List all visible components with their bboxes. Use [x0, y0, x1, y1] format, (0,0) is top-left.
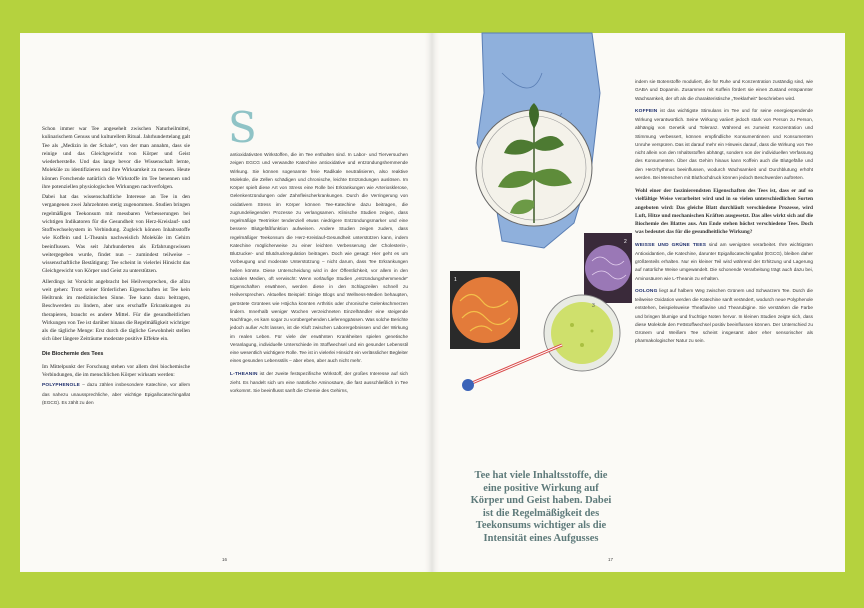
paragraph	[635, 107, 813, 182]
paragraph: Im Mittelpunkt der Forschung stehen vor allem drei biochemische Verbindungen, die im menschlichen Körper wirksam werden:	[42, 363, 190, 378]
left-column-2	[230, 151, 408, 397]
page-number: 16	[222, 557, 228, 562]
paragraph: Schon immer war Tee angesehelt zwischen Naturheilmittel, kulinarischem Genuss und kulturellem Ritual. Jahrhundertelang galt Tee als „Medizin in der Schale“, von der man annahm, dass sie reinige und das Gleichgewicht von Körper und Geist wiederherstelle. Und das lange bevor die Wissenschaft lernte, Moleküle zu identifizieren und ihre Wirksamkeit zu messen. Heute können Forschende natürlich die Wirkstoffe im Tee benennen und ihre potenziellen physiologischen Wirkungen nachverfolgen.	[42, 126, 190, 190]
term-l-theanin: L-THEANIN	[230, 371, 258, 377]
sample-label: 2	[624, 239, 627, 245]
left-page	[20, 33, 432, 572]
pipette-icon	[462, 345, 562, 391]
term-weisse-gruene-tees: WEISSE UND GRÜNE TEES	[635, 242, 707, 248]
right-column	[635, 78, 813, 348]
pull-quote: Tee hat viele Inhaltsstoffe, die eine positive Wirkung auf Körper und Geist haben. Dabei ist die Regelmäßigkeit des Teekonsums wichtiger als die Intensität eines Aufgusses	[470, 470, 612, 544]
paragraph: Allerdings ist Vorsicht angebracht bei Heilversprechen, die allzu weit gehen: Trotz seiner förderlichen Eigenschaften ist Tee kein Heiltrunk im medizinischen Sinne. Tee kann dazu beitragen, Beschwerden zu lindern, aber uns erschaffe Erkrankungen zu therapieren, braucht es andere Mittel. Für die gesundheitlichen Wirkungen von Tee ist darüber hinaus die Regelmäßigkeit wichtiger als die tägliche Menge: Erst durch die tägliche Gewohnheit stellen sich über längere Zeiträume moderate positive Effekte ein.	[42, 278, 190, 343]
paragraph: antioxidativsten Wirkstoffen, die im Tee enthalten sind. In Labor- und Tierversuchen zeigen EGCG und verwandte Katechine antioxidative und entzündungshemmende Wirkung. Sie können sogenannte freie Radikale neutralisieren, also reaktive Moleküle, die Zellen schädigen und chronische, leichte Entzündungen auslösen. Im Körper spielt diese Art von Stress eine Rolle bei Erkrankungen wie Arteriosklerose, Gelenkentzündungen oder Zahnfleischerkrankungen. Durch die Verringerung von oxidativem Stress im Körper können Tee-Katechine dazu beitragen, die zugrundeliegenden Prozesse zu verlangsamen. Klinische Studien zeigen, dass regelmäßige Teetrinker tendenziell etwas niedrigere Entzündungsmarker und eine bessere Blutgefäßfunktion aufweisen. Andere Studien zeigen zudem, dass regelmäßiger Teekonsum die Herz-Kreislauf-Gesundheit unterstützen kann, indem Katechine möglicherweise zu einer leichten Verbesserung der Cholesterin-, Blutzucker- und Blutdruckregulation beitragen. Doch wie gesagt: Hier geht es um Vorbeugung und moderate Unterstützung – nicht darum, dass Tee Erkrankungen heilen könnte. Diese Unterscheidung wird in der Öffentlichkeit, vor allem in den sozialen Medien, oft verwischt: Wenn vorläufige Studien „entzündungshemmende“ Eigenschaften erwähnen, werden diese in den Schlagzeilen schnell zu Heilversprechen. Aktuelles Beispiel: Einige Blogs und Wellness-Medien behaupten, geröstete Grüntees wie Hōjicha könnten Arthritis oder chronische Gelenkschmerzen lindern. Innerhalb weniger Wochen verzeichneten Einzelhändler eine steigende Nachfrage, es kam sogar zu vorübergehenden Lieferengpässen. Was solche Berichte jedoch außer Acht lassen, ist die Kluft zwischen Laborergebnissen und der Wirkung im realen Leben. Für viele der erwähnten Krankheiten spielen genetische Veranlagung, individuelle Unterschiede im Stoffwechsel und ein gesunder Lebensstil eine wesentlich wichtigere Rolle. Tee ist in vielerlei Hinsicht ein verlässlicher Begleiter eines gesunden Lebensstils – aber eben, aber auch nicht mehr.	[230, 152, 408, 364]
microscope-sample-1	[450, 271, 520, 349]
section-heading: Die Biochemie des Tees	[42, 350, 104, 357]
paragraph	[230, 370, 408, 396]
paragraph	[635, 287, 813, 346]
term-polyphenole: POLYPHENOLE	[42, 383, 81, 389]
term-text: ist das wichtigste Stimulans im Tee und für seine energiespendende Wirkung verantwortlich. Seine Wirkung variiert jedoch stark von Person zu Person, abhängig von Genetik und Toleranz. Während es zumeist Konzentration und Stimmung verbessert, können empfindliche Konsumentinnen und Konsumenten Unruhe verspüren. Das ist darauf mehr ein Hinweis darauf, dass die Wirkung von Tee nicht allein von den Inhaltsstoffen abhängt, sondern von der individuellen Verfassung des Konsumenten. Über das Gehirn hinaus kann Koffein auch die Blutgefäße und den Herzrhythmus beeinflussen, wodurch Wachsamkeit und Durchblutung erhöht werden. Bei Menschen mit Bluthochdruck können jedoch Beschwerden auftreten.	[635, 107, 813, 180]
paragraph: Wohl einer der faszinierendsten Eigenschaften des Tees ist, dass er auf so vielfältige Weise verarbeitet wird und in so vielen unterschiedlichen Sorten angeboten wird: Das gleiche Blatt durchläuft verschiedene Prozesse, wird Luft, Hitze und mechanischen Kräften ausgesetzt. Das alles wirkt sich auf die Biochemie des Blattes aus. Am Ende stehen höchst verschiedene Tees. Doch was bedeutet das für die gesundheitliche Wirkung?	[635, 188, 813, 236]
page-number: 17	[608, 557, 614, 562]
sample-label: 3	[592, 303, 595, 309]
term-oolong: OOLONG	[635, 288, 658, 294]
term-text: liegt auf halbem Weg zwischen Grünem und Schwarzem Tee. Durch die teilweise Oxidation werden die Katechine sanft verändert, wodurch neue Polyphenole entstehen, beispielsweise Theaflavine und Thearubigine. Sie verstärken die Farbe und bringen blumige und fruchtige Noten hervor. In kleinen Studien zeigte sich, dass diese Moleküle den Fettstoffwechsel positiv beeinflussen können. Der Unterschied zu Grünem und Weißem Tee scheint insgesamt aber eher sensorischer als pharmakologischer Natur zu sein.	[635, 287, 813, 344]
term-text: sind am wenigsten verarbeitet. Ihre wichtigsten Antioxidantien, die Katechine, darunter Epigallocatechingallat (EGCG), bleiben daher größtenteils erhalten. Nur ein kleiner Teil wird während der Erhitzung und Lagerung auf natürliche Weise umgewandelt. Die schonende Verarbeitung trägt auch dazu bei, Aminosäuren wie L-Theanin zu erhalten.	[635, 241, 813, 281]
term-koffein: KOFFEIN	[635, 108, 658, 114]
petri-dish-sample-3	[544, 295, 620, 371]
paragraph: Dabei hat das wissenschaftliche Interesse an Tee in den vergangenen zwei Jahrzehnten stetig zugenommen. Studien bringen regelmäßigen Teekonsum mit messbaren Verbesserungen bei wichtigen Indikatoren für die Gesundheit von Herz-Kreislauf- und Stoffwechselsystem in Verbindung. Zugleich können Inhaltsstoffe wie Koffein und L-Theanin nachweislich Moleküle im Gehirn beeinflussen. Was seit Jahrhunderten als Erfahrungswissen weitergegeben wurde, findet nun – zumindest teilweise – wissenschaftliche Bestätigung: Tee scheint in vielerlei Hinsicht das Gleichgewicht von Körper und Geist zu unterstützen.	[42, 194, 190, 275]
paragraph	[42, 381, 190, 407]
sample-label: 1	[454, 277, 457, 283]
microscope-sample-2	[584, 233, 632, 303]
right-page	[432, 33, 845, 572]
term-text: ist der zweite festspezifische Wirkstoff, der großes Interesse auf sich zieht. Es handelt sich um eine natürliche Aminosäure, die fast ausschließlich in Tee vorkommt. Sie beeinflusst sanft die Chemie des Gehirns,	[230, 370, 408, 393]
paragraph: indem sie Botenstoffe moduliert, die für Ruhe und Konzentration zuständig sind, wie GABA und Dopamin. Zusammen mit Koffein fördert sie einen Zustand entspannter Wachsamkeit, der oft als die charakteristische „Teeklarheit“ beschrieben wird.	[635, 79, 813, 101]
left-column-1	[42, 125, 190, 409]
lab-illustration	[442, 33, 627, 405]
paragraph	[635, 241, 813, 283]
drop-cap: S	[228, 103, 257, 152]
term-text: – dazu zählen insbesondere Katechine, vor allem das nahezu unaussprechliche, aber wichtige Epigallocatechingallat (EGCG). Es zählt zu den	[42, 382, 190, 405]
